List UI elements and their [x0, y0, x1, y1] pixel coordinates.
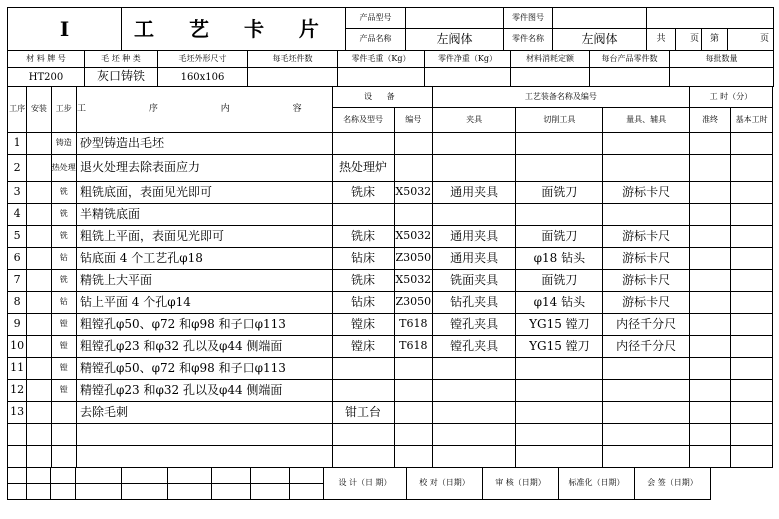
row-content: 粗镗孔φ50、φ72 和φ98 和子口φ113 [76, 314, 332, 336]
col-seq-header: 工序 [8, 87, 27, 133]
row-content: 精铣上大平面 [76, 270, 332, 292]
row-fixture: 通用夹具 [433, 182, 516, 204]
row-basic-time [731, 336, 773, 358]
part-drawing-value [553, 8, 647, 29]
row-step: 钻 [51, 292, 76, 314]
product-name-label: 产品名称 [346, 29, 406, 51]
row-equipment [332, 424, 394, 446]
row-install [27, 155, 51, 182]
row-step [51, 402, 76, 424]
row-install [27, 424, 51, 446]
parts-per-product-label: 每台产品零件数 [590, 51, 670, 68]
product-name-value: 左阀体 [406, 29, 504, 51]
product-model-label: 产品型号 [346, 8, 406, 29]
row-install [27, 226, 51, 248]
row-seq: 7 [8, 270, 27, 292]
material-table [7, 50, 774, 87]
row-seq [8, 446, 27, 468]
row-basic-time [731, 182, 773, 204]
row-install [27, 336, 51, 358]
row-basic-time [731, 314, 773, 336]
col-fixture-header: 夹具 [433, 108, 516, 133]
row-cutter [516, 204, 603, 226]
row-basic-time [731, 402, 773, 424]
blank-size-value: 160x106 [158, 68, 248, 87]
row-seq: 5 [8, 226, 27, 248]
row-cutter [516, 402, 603, 424]
row-step: 镗 [51, 358, 76, 380]
row-cutter: 面铣刀 [516, 226, 603, 248]
row-fixture: 铣面夹具 [433, 270, 516, 292]
signoff-review: 审 核（日期） [483, 468, 559, 500]
row-cutter [516, 424, 603, 446]
table-row [8, 336, 773, 358]
row-content: 粗镗孔φ23 和φ32 孔以及φ44 侧端面 [76, 336, 332, 358]
row-gauge: 游标卡尺 [603, 292, 689, 314]
row-install [27, 292, 51, 314]
row-seq: 8 [8, 292, 27, 314]
row-gauge: 游标卡尺 [603, 270, 689, 292]
row-seq: 9 [8, 314, 27, 336]
row-cutter: φ14 钻头 [516, 292, 603, 314]
row-content: 粗铣上平面，表面见光即可 [76, 226, 332, 248]
row-basic-time [731, 204, 773, 226]
row-gauge [603, 446, 689, 468]
blank-size-label: 毛坯外形尺寸 [158, 51, 248, 68]
row-fixture [433, 424, 516, 446]
row-fixture [433, 402, 516, 424]
row-gauge [603, 424, 689, 446]
row-prep-time [689, 292, 731, 314]
card-title: 工 艺 卡 片 [122, 8, 346, 51]
col-gauge-header: 量具、辅具 [603, 108, 689, 133]
process-card [7, 7, 773, 510]
row-basic-time [731, 380, 773, 402]
row-seq: 12 [8, 380, 27, 402]
row-equip-no [394, 424, 433, 446]
row-equip-no [394, 380, 433, 402]
material-quota-value [511, 68, 590, 87]
row-equip-no: T618 [394, 336, 433, 358]
blank-type-value: 灰口铸铁 [85, 68, 158, 87]
row-cutter: 面铣刀 [516, 270, 603, 292]
row-basic-time [731, 358, 773, 380]
row-prep-time [689, 270, 731, 292]
process-rows [8, 133, 773, 468]
row-fixture: 通用夹具 [433, 226, 516, 248]
col-equip-no-header: 编号 [394, 108, 433, 133]
row-gauge: 内径千分尺 [603, 336, 689, 358]
signoff-proofread: 校 对（日期） [407, 468, 483, 500]
row-cutter [516, 133, 603, 155]
row-equipment [332, 358, 394, 380]
row-fixture: 镗孔夹具 [433, 336, 516, 358]
row-cutter [516, 155, 603, 182]
row-seq [8, 424, 27, 446]
row-prep-time [689, 402, 731, 424]
gross-weight-label: 零件毛重（Kg） [338, 51, 425, 68]
row-fixture [433, 155, 516, 182]
signoff-table [7, 467, 779, 500]
row-step [51, 424, 76, 446]
net-weight-label: 零件净重（Kg） [425, 51, 511, 68]
row-equip-no [394, 402, 433, 424]
row-step: 铣 [51, 270, 76, 292]
col-cutter-header: 切削工具 [516, 108, 603, 133]
row-cutter: YG15 镗刀 [516, 336, 603, 358]
col-basic-header: 基本工时 [731, 108, 773, 133]
table-row [8, 133, 773, 155]
row-equipment: 铣床 [332, 182, 394, 204]
row-equipment [332, 446, 394, 468]
row-gauge [603, 380, 689, 402]
row-equip-no: X5032 [394, 226, 433, 248]
row-step: 镗 [51, 336, 76, 358]
row-prep-time [689, 182, 731, 204]
row-prep-time [689, 380, 731, 402]
row-fixture [433, 380, 516, 402]
row-install [27, 380, 51, 402]
col-equip-name-header: 名称及型号 [332, 108, 394, 133]
signoff-countersign: 会 签（日期） [635, 468, 711, 500]
row-fixture [433, 133, 516, 155]
row-fixture: 钻孔夹具 [433, 292, 516, 314]
row-fixture [433, 358, 516, 380]
row-prep-time [689, 204, 731, 226]
signoff-standardize: 标准化（日期） [559, 468, 635, 500]
row-prep-time [689, 314, 731, 336]
row-install [27, 248, 51, 270]
table-row [8, 402, 773, 424]
row-basic-time [731, 292, 773, 314]
row-seq: 3 [8, 182, 27, 204]
row-cutter: 面铣刀 [516, 182, 603, 204]
sheet-number: Ⅰ [8, 8, 122, 51]
row-prep-time [689, 248, 731, 270]
row-fixture [433, 204, 516, 226]
row-content [76, 424, 332, 446]
table-row [8, 358, 773, 380]
header-table [7, 7, 774, 51]
table-row [8, 424, 773, 446]
row-prep-time [689, 226, 731, 248]
signoff-design: 设 计（日 期） [324, 468, 407, 500]
part-name-value: 左阀体 [553, 29, 647, 51]
table-row [8, 446, 773, 468]
row-install [27, 314, 51, 336]
batch-qty-label: 每批数量 [670, 51, 774, 68]
pieces-per-blank-label: 每毛坯件数 [248, 51, 338, 68]
row-equip-no: T618 [394, 314, 433, 336]
row-prep-time [689, 336, 731, 358]
row-equipment [332, 380, 394, 402]
batch-qty-value [670, 68, 774, 87]
row-install [27, 270, 51, 292]
row-equipment: 铣床 [332, 270, 394, 292]
row-seq: 2 [8, 155, 27, 182]
row-equipment: 铣床 [332, 226, 394, 248]
row-step: 铣 [51, 182, 76, 204]
page-label: 页 [676, 29, 702, 51]
row-gauge: 游标卡尺 [603, 182, 689, 204]
row-install [27, 182, 51, 204]
row-content: 钻底面 4 个工艺孔φ18 [76, 248, 332, 270]
row-cutter [516, 446, 603, 468]
row-equip-no [394, 133, 433, 155]
row-basic-time [731, 133, 773, 155]
row-step: 铸造 [51, 133, 76, 155]
row-content: 砂型铸造出毛坯 [76, 133, 332, 155]
col-tooling-header: 工艺装备名称及编号 [433, 87, 690, 108]
row-cutter: φ18 钻头 [516, 248, 603, 270]
row-equipment: 钻床 [332, 292, 394, 314]
row-gauge [603, 133, 689, 155]
table-row [8, 226, 773, 248]
part-name-label: 零件名称 [504, 29, 553, 51]
table-row [8, 380, 773, 402]
row-cutter [516, 358, 603, 380]
table-row [8, 292, 773, 314]
row-step [51, 446, 76, 468]
row-basic-time [731, 248, 773, 270]
row-equip-no: Z3050 [394, 248, 433, 270]
header-blank [647, 8, 774, 29]
blank-type-label: 毛 坯 种 类 [85, 51, 158, 68]
col-equipment-header: 设 备 [332, 87, 432, 108]
row-seq: 11 [8, 358, 27, 380]
row-seq: 6 [8, 248, 27, 270]
row-content: 半精铣底面 [76, 204, 332, 226]
row-equipment: 热处理炉 [332, 155, 394, 182]
row-cutter [516, 380, 603, 402]
row-install [27, 402, 51, 424]
row-equipment [332, 204, 394, 226]
row-content: 精镗孔φ23 和φ32 孔以及φ44 侧端面 [76, 380, 332, 402]
row-prep-time [689, 155, 731, 182]
row-fixture [433, 446, 516, 468]
row-seq: 13 [8, 402, 27, 424]
col-content-header: 工 序 内 容 [76, 87, 332, 133]
row-prep-time [689, 133, 731, 155]
material-grade-value: HT200 [8, 68, 85, 87]
gross-weight-value [338, 68, 425, 87]
row-equip-no [394, 446, 433, 468]
row-equip-no: X5032 [394, 182, 433, 204]
row-cutter: YG15 镗刀 [516, 314, 603, 336]
row-content: 粗铣底面，表面见光即可 [76, 182, 332, 204]
material-grade-label: 材 料 牌 号 [8, 51, 85, 68]
row-gauge [603, 358, 689, 380]
row-basic-time [731, 446, 773, 468]
row-equipment: 钳工台 [332, 402, 394, 424]
row-step: 铣 [51, 226, 76, 248]
row-fixture: 通用夹具 [433, 248, 516, 270]
row-prep-time [689, 358, 731, 380]
row-equip-no: Z3050 [394, 292, 433, 314]
row-basic-time [731, 155, 773, 182]
row-equip-no [394, 358, 433, 380]
row-step: 镗 [51, 314, 76, 336]
net-weight-value [425, 68, 511, 87]
row-install [27, 204, 51, 226]
row-seq: 1 [8, 133, 27, 155]
table-row [8, 182, 773, 204]
row-fixture: 镗孔夹具 [433, 314, 516, 336]
row-content: 精镗孔φ50、φ72 和φ98 和子口φ113 [76, 358, 332, 380]
row-prep-time [689, 446, 731, 468]
row-content: 钻上平面 4 个孔φ14 [76, 292, 332, 314]
row-gauge [603, 402, 689, 424]
table-row [8, 248, 773, 270]
row-equipment: 钻床 [332, 248, 394, 270]
row-equipment: 镗床 [332, 314, 394, 336]
table-row [8, 204, 773, 226]
product-model-value [406, 8, 504, 29]
row-step: 镗 [51, 380, 76, 402]
row-gauge [603, 204, 689, 226]
row-content: 退火处理去除表面应力 [76, 155, 332, 182]
row-gauge: 内径千分尺 [603, 314, 689, 336]
row-equip-no: X5032 [394, 270, 433, 292]
parts-per-product-value [590, 68, 670, 87]
col-step-header: 工步 [51, 87, 76, 133]
row-basic-time [731, 226, 773, 248]
row-seq: 10 [8, 336, 27, 358]
process-table [7, 86, 773, 468]
material-quota-label: 材料消耗定额 [511, 51, 590, 68]
row-equip-no [394, 204, 433, 226]
col-install-header: 安装 [27, 87, 51, 133]
row-step: 热处理 [51, 155, 76, 182]
row-install [27, 446, 51, 468]
table-row [8, 270, 773, 292]
col-prep-header: 准终 [689, 108, 731, 133]
col-time-header: 工 时（分） [689, 87, 772, 108]
row-content [76, 446, 332, 468]
row-prep-time [689, 424, 731, 446]
table-row [8, 314, 773, 336]
total-label: 共 [647, 29, 676, 51]
row-install [27, 358, 51, 380]
part-drawing-label: 零件图号 [504, 8, 553, 29]
row-equip-no [394, 155, 433, 182]
row-install [27, 133, 51, 155]
row-step: 钻 [51, 248, 76, 270]
pieces-per-blank-value [248, 68, 338, 87]
page-label-2: 页 [728, 29, 774, 51]
row-basic-time [731, 424, 773, 446]
row-equipment [332, 133, 394, 155]
row-equipment: 镗床 [332, 336, 394, 358]
row-gauge: 游标卡尺 [603, 226, 689, 248]
row-gauge [603, 155, 689, 182]
table-row [8, 155, 773, 182]
row-step: 铣 [51, 204, 76, 226]
row-seq: 4 [8, 204, 27, 226]
row-basic-time [731, 270, 773, 292]
row-gauge: 游标卡尺 [603, 248, 689, 270]
row-content: 去除毛刺 [76, 402, 332, 424]
nth-label: 第 [702, 29, 728, 51]
